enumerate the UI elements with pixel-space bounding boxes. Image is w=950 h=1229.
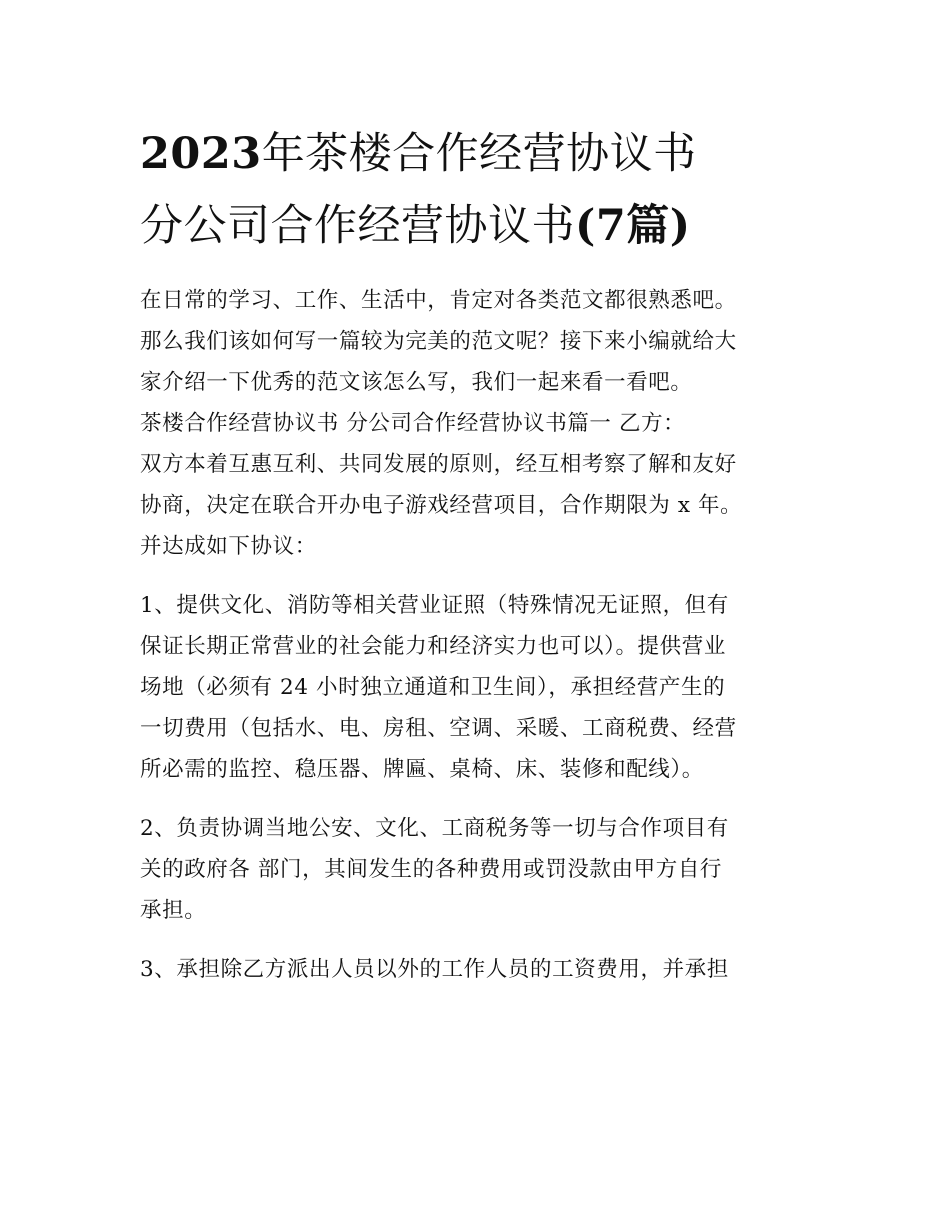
text-line: 承担。 [140,898,207,923]
title-line-1-text: 年茶楼合作经营协议书 [261,129,697,179]
paragraph-clause-2 [140,808,820,931]
text-line: 1、提供文化、消防等相关营业证照（特殊情况无证照，但有 [140,593,729,618]
document-body [140,280,820,990]
paragraph-intro [140,280,820,403]
text-line: 一切费用（包括水、电、房租、空调、采暖、工商税费、经营 [140,716,737,741]
paragraph-clause-3 [140,949,820,990]
paragraph-principle [140,444,820,567]
text-line: 2、负责协调当地公安、文化、工商税务等一切与合作项目有 [140,816,729,841]
text-line: 所必需的监控、稳压器、牌匾、桌椅、床、装修和配线）。 [140,757,704,782]
title-line-1 [140,118,840,190]
text-line: 场地（必须有 24 小时独立通道和卫生间），承担经营产生的 [140,675,726,700]
title-count: (7 [575,201,627,251]
paragraph-gap [140,931,820,949]
paragraph-gap [140,790,820,808]
title-line-2 [140,190,840,262]
text-line: 协商，决定在联合开办电子游戏经营项目，合作期限为 x 年。 [140,493,743,518]
text-line: 并达成如下协议： [140,534,317,559]
text-line: 保证长期正常营业的社会能力和经济实力也可以）。提供营业 [140,634,726,659]
paragraph-heading [140,403,820,444]
title-line-2-suffix: 篇) [626,201,691,251]
text-line: 家介绍一下优秀的范文该怎么写，我们一起来看一看吧。 [140,370,693,395]
document-title [140,118,840,262]
text-line: 那么我们该如何写一篇较为完美的范文呢？接下来小编就给大 [140,329,737,354]
text-line: 双方本着互惠互利、共同发展的原则，经互相考察了解和友好 [140,452,737,477]
text-line: 在日常的学习、工作、生活中，肯定对各类范文都很熟悉吧。 [140,288,737,313]
text-line: 茶楼合作经营协议书 分公司合作经营协议书篇一 乙方： [140,411,686,436]
paragraph-clause-1 [140,585,820,790]
paragraph-gap [140,567,820,585]
text-line: 3、承担除乙方派出人员以外的工作人员的工资费用，并承担 [140,957,729,982]
title-line-2-text: 分公司合作经营协议书 [140,201,575,251]
title-year: 2023 [140,129,262,179]
text-line: 关的政府各 部门，其间发生的各种费用或罚没款由甲方自行 [140,857,723,882]
